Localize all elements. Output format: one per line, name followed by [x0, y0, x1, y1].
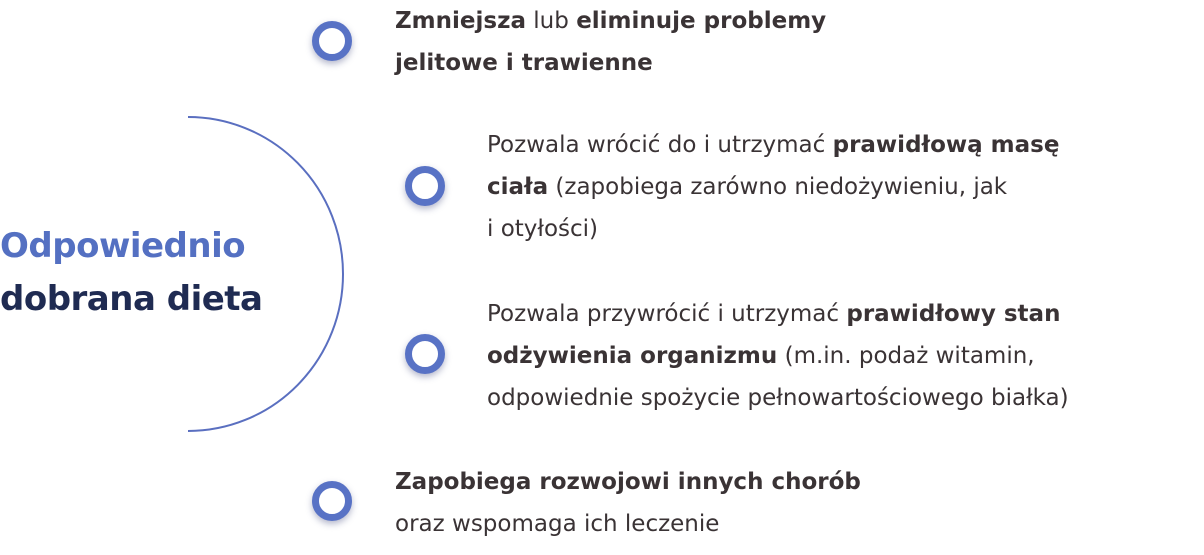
heading-line-2: dobrana dieta [0, 279, 263, 319]
benefit-text-bold: prawidłowy stan [846, 301, 1061, 327]
benefit-text: (m.in. podaż witamin, [777, 343, 1035, 369]
benefit-item [487, 124, 1059, 250]
benefit-text-bold: eliminuje problemy [576, 8, 827, 34]
benefit-text-bold: odżywienia organizmu [487, 343, 778, 369]
benefit-text-bold: ciała [487, 174, 549, 200]
heading [0, 220, 262, 326]
bullet-circle-icon [405, 166, 445, 206]
benefit-text-bold: Zmniejsza [395, 8, 526, 34]
benefit-text-bold: Zapobiega rozwojowi innych chorób [395, 469, 861, 495]
bullet-circle-icon [312, 21, 352, 61]
benefit-text: Pozwala wrócić do i utrzymać [487, 132, 833, 158]
benefit-text: odpowiednie spożycie pełnowartościowego białka) [487, 385, 1069, 411]
bullet-circle-icon [312, 481, 352, 521]
benefit-text-bold: jelitowe i trawienne [395, 50, 653, 76]
benefit-text: (zapobiega zarówno niedożywieniu, jak [548, 174, 1008, 200]
benefit-text: i otyłości) [487, 216, 599, 242]
bullet-circle-icon [405, 334, 445, 374]
benefit-text: Pozwala przywrócić i utrzymać [487, 301, 847, 327]
benefit-text: lub [525, 8, 577, 34]
benefit-text-bold: prawidłową masę [832, 132, 1060, 158]
benefit-item [395, 461, 861, 545]
benefit-item [395, 0, 826, 84]
benefit-text: oraz wspomaga ich leczenie [395, 511, 720, 537]
heading-line-1: Odpowiednio [0, 226, 246, 266]
benefit-item [487, 293, 1069, 419]
